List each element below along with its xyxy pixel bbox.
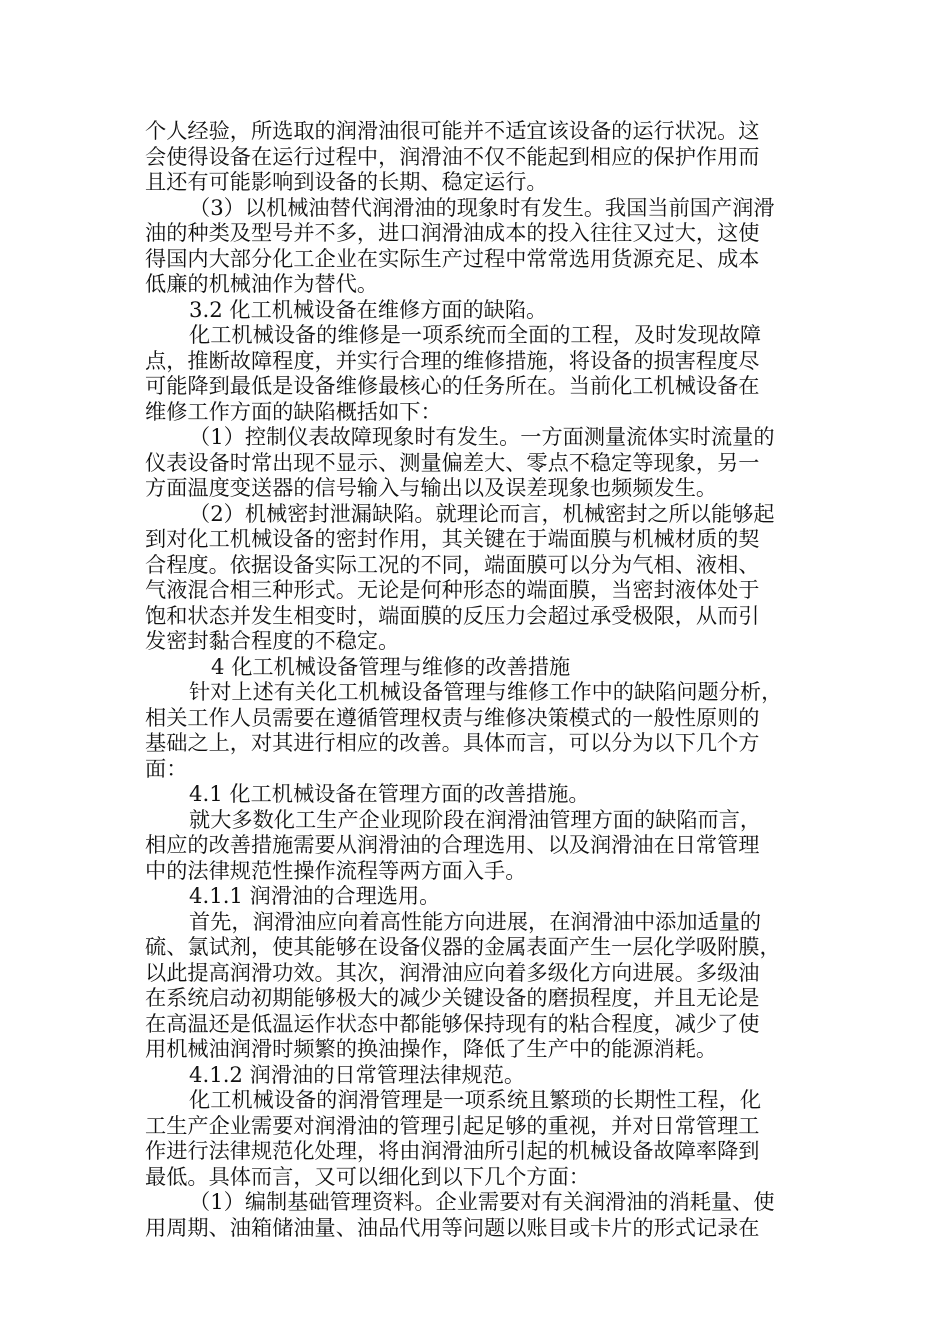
text-line: 得国内大部分化工企业在实际生产过程中常常选用货源充足、成本 [145, 245, 760, 271]
text-line: 合程度。依据设备实际工况的不同，端面膜可以分为气相、液相、 [145, 551, 760, 577]
text-line: 面： [145, 755, 188, 781]
text-line: 方面温度变送器的信号输入与输出以及误差现象也频频发生。 [145, 475, 718, 500]
text-line: 首先，润滑油应向着高性能方向进展，在润滑油中添加适量的 [189, 908, 762, 934]
text-line: 维修工作方面的缺陷概括如下： [145, 398, 442, 424]
text-line: 硫、氯试剂，使其能够在设备仪器的金属表面产生一层化学吸附膜， [145, 934, 781, 959]
text-line: 饱和状态并发生相变时，端面膜的反压力会超过承受极限，从而引 [145, 602, 760, 628]
text-line: 用周期、油箱储油量、油品代用等问题以账目或卡片的形式记录在 [145, 1214, 760, 1240]
text-line: 在高温还是低温运作状态中都能够保持现有的粘合程度，减少了使 [145, 1010, 760, 1036]
text-line: 用机械油润滑时频繁的换油操作，降低了生产中的能源消耗。 [145, 1036, 718, 1061]
section-heading: 4 化工机械设备管理与维修的改善措施 [211, 653, 571, 679]
text-line: 中的法律规范性操作流程等两方面入手。 [145, 857, 527, 883]
text-line: （3）以机械油替代润滑油的现象时有发生。我国当前国产润滑 [189, 194, 775, 220]
text-line: （1）控制仪表故障现象时有发生。一方面测量流体实时流量的 [189, 424, 775, 449]
text-line: 以此提高润滑功效。其次，润滑油应向着多级化方向进展。多级油 [145, 959, 760, 985]
text-line: 到对化工机械设备的密封作用，其关键在于端面膜与机械材质的契 [145, 526, 760, 551]
text-line: 点，推断故障程度，并实行合理的维修措施，将设备的损害程度尽 [145, 347, 760, 373]
text-line: 油的种类及型号并不多，进口润滑油成本的投入往往又过大，这使 [145, 220, 760, 245]
text-line: （1）编制基础管理资料。企业需要对有关润滑油的消耗量、使 [189, 1189, 775, 1214]
text-line: 化工机械设备的润滑管理是一项系统且繁琐的长期性工程，化 [189, 1087, 762, 1112]
text-line: 针对上述有关化工机械设备管理与维修工作中的缺陷问题分析， [189, 679, 783, 704]
document-body [145, 118, 810, 1240]
text-line: 工生产企业需要对润滑油的管理引起足够的重视，并对日常管理工 [145, 1112, 760, 1138]
text-line: 化工机械设备的维修是一项系统而全面的工程，及时发现故障 [189, 322, 762, 347]
text-line: 可能降到最低是设备维修最核心的任务所在。当前化工机械设备在 [145, 373, 760, 398]
text-line: 仪表设备时常出现不显示、测量偏差大、零点不稳定等现象，另一 [145, 449, 760, 475]
section-heading: 4.1.1 润滑油的合理选用。 [189, 883, 441, 908]
text-line: 且还有可能影响到设备的长期、稳定运行。 [145, 169, 548, 194]
text-line: 基础之上，对其进行相应的改善。具体而言，可以分为以下几个方 [145, 730, 760, 755]
section-heading: 4.1 化工机械设备在管理方面的改善措施。 [189, 781, 590, 806]
text-line: 发密封黏合程度的不稳定。 [145, 628, 400, 653]
text-line: 会使得设备在运行过程中，润滑油不仅不能起到相应的保护作用而 [145, 143, 760, 169]
text-line: 个人经验，所选取的润滑油很可能并不适宜该设备的运行状况。这 [145, 118, 760, 143]
section-heading: 4.1.2 润滑油的日常管理法律规范。 [189, 1061, 526, 1087]
text-line: 最低。具体而言，又可以细化到以下几个方面： [145, 1163, 590, 1189]
text-line: （2）机械密封泄漏缺陷。就理论而言，机械密封之所以能够起 [189, 500, 775, 526]
text-line: 相应的改善措施需要从润滑油的合理选用、以及润滑油在日常管理 [145, 832, 760, 857]
text-line: 气液混合相三种形式。无论是何种形态的端面膜，当密封液体处于 [145, 577, 760, 602]
text-line: 低廉的机械油作为替代。 [145, 271, 379, 296]
text-line: 相关工作人员需要在遵循管理权责与维修决策模式的一般性原则的 [145, 704, 760, 730]
text-line: 在系统启动初期能够极大的减少关键设备的磨损程度，并且无论是 [145, 985, 760, 1010]
text-line: 就大多数化工生产企业现阶段在润滑油管理方面的缺陷而言， [189, 806, 762, 832]
section-heading: 3.2 化工机械设备在维修方面的缺陷。 [189, 296, 548, 322]
text-line: 作进行法律规范化处理，将由润滑油所引起的机械设备故障率降到 [145, 1138, 760, 1163]
